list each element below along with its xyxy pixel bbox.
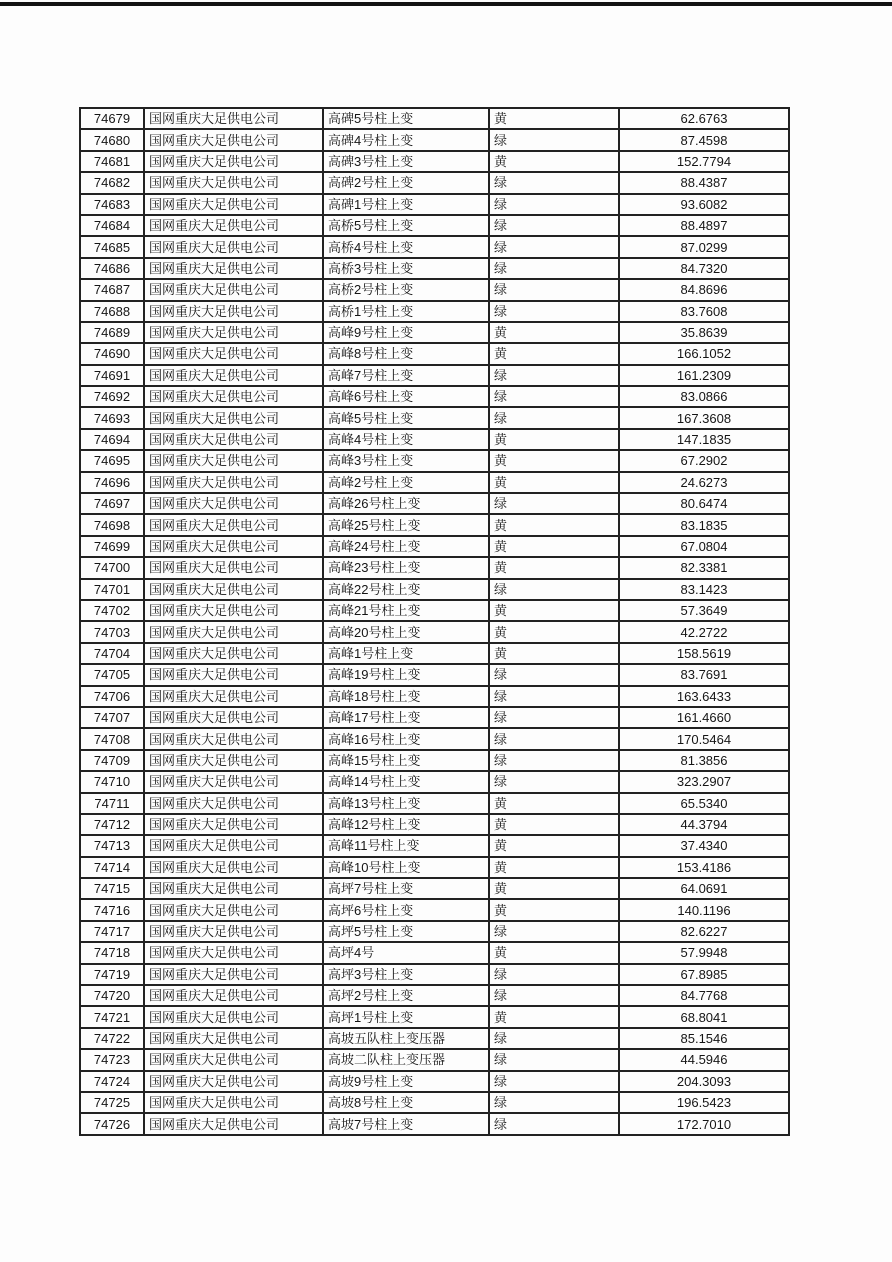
table-row xyxy=(80,1049,789,1070)
cell-value: 93.6082 xyxy=(619,194,789,215)
cell-company: 国网重庆大足供电公司 xyxy=(144,835,323,856)
cell-status-flag: 绿 xyxy=(489,750,619,771)
cell-record-id: 74711 xyxy=(80,793,144,814)
cell-value: 44.3794 xyxy=(619,814,789,835)
cell-record-id: 74705 xyxy=(80,664,144,685)
cell-status-flag: 黄 xyxy=(489,600,619,621)
cell-value: 81.3856 xyxy=(619,750,789,771)
cell-device: 高峰23号柱上变 xyxy=(323,557,489,578)
cell-status-flag: 绿 xyxy=(489,301,619,322)
cell-status-flag: 绿 xyxy=(489,771,619,792)
cell-record-id: 74714 xyxy=(80,857,144,878)
cell-value: 64.0691 xyxy=(619,878,789,899)
cell-value: 65.5340 xyxy=(619,793,789,814)
cell-company: 国网重庆大足供电公司 xyxy=(144,322,323,343)
cell-value: 167.3608 xyxy=(619,407,789,428)
cell-record-id: 74700 xyxy=(80,557,144,578)
cell-company: 国网重庆大足供电公司 xyxy=(144,857,323,878)
cell-device: 高坪2号柱上变 xyxy=(323,985,489,1006)
cell-record-id: 74706 xyxy=(80,686,144,707)
cell-value: 323.2907 xyxy=(619,771,789,792)
cell-record-id: 74686 xyxy=(80,258,144,279)
cell-value: 37.4340 xyxy=(619,835,789,856)
cell-value: 170.5464 xyxy=(619,728,789,749)
table-row xyxy=(80,579,789,600)
table-row xyxy=(80,215,789,236)
cell-record-id: 74715 xyxy=(80,878,144,899)
cell-record-id: 74717 xyxy=(80,921,144,942)
cell-device: 高坪7号柱上变 xyxy=(323,878,489,899)
cell-value: 80.6474 xyxy=(619,493,789,514)
cell-record-id: 74680 xyxy=(80,129,144,150)
cell-record-id: 74721 xyxy=(80,1006,144,1027)
cell-company: 国网重庆大足供电公司 xyxy=(144,343,323,364)
table-row xyxy=(80,814,789,835)
cell-company: 国网重庆大足供电公司 xyxy=(144,386,323,407)
table-row xyxy=(80,514,789,535)
cell-device: 高峰9号柱上变 xyxy=(323,322,489,343)
cell-device: 高峰4号柱上变 xyxy=(323,429,489,450)
cell-device: 高峰16号柱上变 xyxy=(323,728,489,749)
cell-company: 国网重庆大足供电公司 xyxy=(144,236,323,257)
cell-company: 国网重庆大足供电公司 xyxy=(144,365,323,386)
table-row xyxy=(80,172,789,193)
table-row xyxy=(80,1071,789,1092)
cell-company: 国网重庆大足供电公司 xyxy=(144,579,323,600)
cell-company: 国网重庆大足供电公司 xyxy=(144,301,323,322)
cell-status-flag: 绿 xyxy=(489,493,619,514)
cell-record-id: 74691 xyxy=(80,365,144,386)
table-row xyxy=(80,407,789,428)
cell-company: 国网重庆大足供电公司 xyxy=(144,108,323,129)
cell-value: 84.7320 xyxy=(619,258,789,279)
cell-company: 国网重庆大足供电公司 xyxy=(144,194,323,215)
cell-status-flag: 黄 xyxy=(489,814,619,835)
cell-record-id: 74718 xyxy=(80,942,144,963)
table-row xyxy=(80,921,789,942)
cell-company: 国网重庆大足供电公司 xyxy=(144,151,323,172)
cell-company: 国网重庆大足供电公司 xyxy=(144,450,323,471)
cell-status-flag: 绿 xyxy=(489,407,619,428)
table-row xyxy=(80,899,789,920)
cell-company: 国网重庆大足供电公司 xyxy=(144,621,323,642)
table-row xyxy=(80,686,789,707)
cell-device: 高峰17号柱上变 xyxy=(323,707,489,728)
cell-status-flag: 绿 xyxy=(489,172,619,193)
cell-value: 83.1835 xyxy=(619,514,789,535)
page-top-rule xyxy=(0,2,892,6)
cell-company: 国网重庆大足供电公司 xyxy=(144,643,323,664)
cell-status-flag: 绿 xyxy=(489,1028,619,1049)
cell-value: 147.1835 xyxy=(619,429,789,450)
table-row xyxy=(80,1092,789,1113)
cell-device: 高桥1号柱上变 xyxy=(323,301,489,322)
table-row xyxy=(80,343,789,364)
table-row xyxy=(80,1028,789,1049)
cell-device: 高峰22号柱上变 xyxy=(323,579,489,600)
table-row xyxy=(80,129,789,150)
cell-device: 高坡二队柱上变压器 xyxy=(323,1049,489,1070)
cell-record-id: 74719 xyxy=(80,964,144,985)
cell-status-flag: 绿 xyxy=(489,1113,619,1134)
cell-status-flag: 绿 xyxy=(489,686,619,707)
cell-company: 国网重庆大足供电公司 xyxy=(144,707,323,728)
cell-record-id: 74701 xyxy=(80,579,144,600)
cell-device: 高峰25号柱上变 xyxy=(323,514,489,535)
cell-device: 高坪6号柱上变 xyxy=(323,899,489,920)
table-row xyxy=(80,1006,789,1027)
cell-status-flag: 绿 xyxy=(489,129,619,150)
cell-status-flag: 绿 xyxy=(489,258,619,279)
cell-status-flag: 黄 xyxy=(489,429,619,450)
cell-record-id: 74712 xyxy=(80,814,144,835)
cell-value: 67.2902 xyxy=(619,450,789,471)
cell-status-flag: 黄 xyxy=(489,1006,619,1027)
cell-record-id: 74699 xyxy=(80,536,144,557)
cell-company: 国网重庆大足供电公司 xyxy=(144,1092,323,1113)
cell-value: 24.6273 xyxy=(619,472,789,493)
cell-status-flag: 黄 xyxy=(489,343,619,364)
cell-device: 高坡8号柱上变 xyxy=(323,1092,489,1113)
cell-value: 67.8985 xyxy=(619,964,789,985)
cell-device: 高峰8号柱上变 xyxy=(323,343,489,364)
table-row xyxy=(80,472,789,493)
cell-record-id: 74713 xyxy=(80,835,144,856)
cell-device: 高坪1号柱上变 xyxy=(323,1006,489,1027)
table-row xyxy=(80,322,789,343)
cell-company: 国网重庆大足供电公司 xyxy=(144,728,323,749)
cell-record-id: 74703 xyxy=(80,621,144,642)
cell-device: 高峰6号柱上变 xyxy=(323,386,489,407)
cell-value: 158.5619 xyxy=(619,643,789,664)
cell-device: 高碑3号柱上变 xyxy=(323,151,489,172)
cell-device: 高碑2号柱上变 xyxy=(323,172,489,193)
table-row xyxy=(80,964,789,985)
cell-record-id: 74704 xyxy=(80,643,144,664)
cell-value: 87.4598 xyxy=(619,129,789,150)
table-row xyxy=(80,1113,789,1134)
cell-company: 国网重庆大足供电公司 xyxy=(144,814,323,835)
cell-record-id: 74682 xyxy=(80,172,144,193)
cell-record-id: 74685 xyxy=(80,236,144,257)
cell-device: 高峰15号柱上变 xyxy=(323,750,489,771)
cell-record-id: 74687 xyxy=(80,279,144,300)
cell-company: 国网重庆大足供电公司 xyxy=(144,536,323,557)
cell-device: 高碑4号柱上变 xyxy=(323,129,489,150)
cell-status-flag: 黄 xyxy=(489,878,619,899)
table-row xyxy=(80,429,789,450)
cell-device: 高坡7号柱上变 xyxy=(323,1113,489,1134)
cell-company: 国网重庆大足供电公司 xyxy=(144,514,323,535)
cell-record-id: 74709 xyxy=(80,750,144,771)
cell-device: 高峰1号柱上变 xyxy=(323,643,489,664)
cell-status-flag: 绿 xyxy=(489,386,619,407)
cell-record-id: 74707 xyxy=(80,707,144,728)
cell-status-flag: 绿 xyxy=(489,194,619,215)
cell-status-flag: 黄 xyxy=(489,322,619,343)
cell-value: 42.2722 xyxy=(619,621,789,642)
cell-status-flag: 绿 xyxy=(489,1049,619,1070)
cell-status-flag: 绿 xyxy=(489,236,619,257)
cell-value: 196.5423 xyxy=(619,1092,789,1113)
table-row xyxy=(80,707,789,728)
cell-record-id: 74725 xyxy=(80,1092,144,1113)
cell-value: 84.7768 xyxy=(619,985,789,1006)
cell-record-id: 74695 xyxy=(80,450,144,471)
cell-status-flag: 绿 xyxy=(489,964,619,985)
cell-device: 高峰7号柱上变 xyxy=(323,365,489,386)
cell-record-id: 74693 xyxy=(80,407,144,428)
cell-company: 国网重庆大足供电公司 xyxy=(144,771,323,792)
cell-status-flag: 黄 xyxy=(489,793,619,814)
cell-status-flag: 绿 xyxy=(489,579,619,600)
cell-value: 67.0804 xyxy=(619,536,789,557)
cell-device: 高碑1号柱上变 xyxy=(323,194,489,215)
cell-company: 国网重庆大足供电公司 xyxy=(144,878,323,899)
table-row xyxy=(80,985,789,1006)
cell-status-flag: 黄 xyxy=(489,942,619,963)
cell-value: 83.0866 xyxy=(619,386,789,407)
cell-device: 高峰21号柱上变 xyxy=(323,600,489,621)
cell-value: 152.7794 xyxy=(619,151,789,172)
table-row xyxy=(80,600,789,621)
table-row xyxy=(80,493,789,514)
cell-company: 国网重庆大足供电公司 xyxy=(144,407,323,428)
cell-record-id: 74694 xyxy=(80,429,144,450)
cell-status-flag: 黄 xyxy=(489,472,619,493)
cell-record-id: 74722 xyxy=(80,1028,144,1049)
cell-status-flag: 黄 xyxy=(489,108,619,129)
cell-device: 高峰26号柱上变 xyxy=(323,493,489,514)
cell-device: 高碑5号柱上变 xyxy=(323,108,489,129)
table-row xyxy=(80,664,789,685)
table-row xyxy=(80,835,789,856)
table-row xyxy=(80,194,789,215)
cell-status-flag: 黄 xyxy=(489,643,619,664)
cell-status-flag: 黄 xyxy=(489,835,619,856)
cell-company: 国网重庆大足供电公司 xyxy=(144,964,323,985)
cell-record-id: 74716 xyxy=(80,899,144,920)
cell-company: 国网重庆大足供电公司 xyxy=(144,472,323,493)
cell-status-flag: 绿 xyxy=(489,985,619,1006)
cell-company: 国网重庆大足供电公司 xyxy=(144,1006,323,1027)
cell-value: 88.4387 xyxy=(619,172,789,193)
cell-company: 国网重庆大足供电公司 xyxy=(144,258,323,279)
table-row xyxy=(80,728,789,749)
cell-device: 高桥4号柱上变 xyxy=(323,236,489,257)
cell-value: 62.6763 xyxy=(619,108,789,129)
cell-record-id: 74702 xyxy=(80,600,144,621)
cell-device: 高峰11号柱上变 xyxy=(323,835,489,856)
cell-value: 161.2309 xyxy=(619,365,789,386)
table-row xyxy=(80,793,789,814)
cell-value: 161.4660 xyxy=(619,707,789,728)
cell-device: 高坪3号柱上变 xyxy=(323,964,489,985)
cell-device: 高桥2号柱上变 xyxy=(323,279,489,300)
cell-company: 国网重庆大足供电公司 xyxy=(144,215,323,236)
cell-value: 204.3093 xyxy=(619,1071,789,1092)
cell-status-flag: 黄 xyxy=(489,514,619,535)
cell-value: 163.6433 xyxy=(619,686,789,707)
cell-value: 85.1546 xyxy=(619,1028,789,1049)
cell-company: 国网重庆大足供电公司 xyxy=(144,793,323,814)
cell-value: 88.4897 xyxy=(619,215,789,236)
cell-company: 国网重庆大足供电公司 xyxy=(144,921,323,942)
cell-company: 国网重庆大足供电公司 xyxy=(144,1049,323,1070)
cell-status-flag: 黄 xyxy=(489,151,619,172)
cell-record-id: 74684 xyxy=(80,215,144,236)
cell-status-flag: 黄 xyxy=(489,857,619,878)
cell-company: 国网重庆大足供电公司 xyxy=(144,750,323,771)
cell-company: 国网重庆大足供电公司 xyxy=(144,279,323,300)
cell-status-flag: 黄 xyxy=(489,557,619,578)
cell-device: 高峰19号柱上变 xyxy=(323,664,489,685)
table-row xyxy=(80,365,789,386)
cell-company: 国网重庆大足供电公司 xyxy=(144,985,323,1006)
cell-device: 高峰3号柱上变 xyxy=(323,450,489,471)
cell-device: 高峰13号柱上变 xyxy=(323,793,489,814)
cell-value: 153.4186 xyxy=(619,857,789,878)
table-row xyxy=(80,942,789,963)
cell-record-id: 74679 xyxy=(80,108,144,129)
cell-device: 高坡五队柱上变压器 xyxy=(323,1028,489,1049)
cell-status-flag: 黄 xyxy=(489,899,619,920)
cell-company: 国网重庆大足供电公司 xyxy=(144,493,323,514)
cell-value: 44.5946 xyxy=(619,1049,789,1070)
table-row xyxy=(80,386,789,407)
cell-device: 高峰10号柱上变 xyxy=(323,857,489,878)
cell-device: 高坪5号柱上变 xyxy=(323,921,489,942)
cell-device: 高峰24号柱上变 xyxy=(323,536,489,557)
equipment-table xyxy=(79,107,790,1136)
cell-company: 国网重庆大足供电公司 xyxy=(144,1028,323,1049)
cell-status-flag: 绿 xyxy=(489,365,619,386)
table-row xyxy=(80,236,789,257)
cell-record-id: 74689 xyxy=(80,322,144,343)
cell-device: 高坪4号 xyxy=(323,942,489,963)
cell-record-id: 74692 xyxy=(80,386,144,407)
table-row xyxy=(80,536,789,557)
cell-device: 高峰20号柱上变 xyxy=(323,621,489,642)
cell-status-flag: 绿 xyxy=(489,215,619,236)
cell-value: 83.1423 xyxy=(619,579,789,600)
cell-record-id: 74688 xyxy=(80,301,144,322)
cell-value: 57.3649 xyxy=(619,600,789,621)
table-row xyxy=(80,301,789,322)
cell-record-id: 74683 xyxy=(80,194,144,215)
cell-status-flag: 黄 xyxy=(489,536,619,557)
cell-company: 国网重庆大足供电公司 xyxy=(144,686,323,707)
cell-record-id: 74723 xyxy=(80,1049,144,1070)
table-row xyxy=(80,878,789,899)
table-row xyxy=(80,750,789,771)
cell-company: 国网重庆大足供电公司 xyxy=(144,942,323,963)
cell-record-id: 74690 xyxy=(80,343,144,364)
cell-status-flag: 绿 xyxy=(489,728,619,749)
cell-company: 国网重庆大足供电公司 xyxy=(144,557,323,578)
cell-status-flag: 绿 xyxy=(489,279,619,300)
cell-status-flag: 绿 xyxy=(489,921,619,942)
cell-record-id: 74696 xyxy=(80,472,144,493)
table-row xyxy=(80,151,789,172)
cell-company: 国网重庆大足供电公司 xyxy=(144,1113,323,1134)
cell-value: 140.1196 xyxy=(619,899,789,920)
cell-value: 57.9948 xyxy=(619,942,789,963)
cell-device: 高峰2号柱上变 xyxy=(323,472,489,493)
table-row xyxy=(80,450,789,471)
cell-device: 高桥3号柱上变 xyxy=(323,258,489,279)
table-row xyxy=(80,279,789,300)
cell-value: 84.8696 xyxy=(619,279,789,300)
cell-value: 172.7010 xyxy=(619,1113,789,1134)
cell-value: 82.6227 xyxy=(619,921,789,942)
cell-record-id: 74710 xyxy=(80,771,144,792)
cell-value: 83.7608 xyxy=(619,301,789,322)
cell-status-flag: 黄 xyxy=(489,450,619,471)
cell-company: 国网重庆大足供电公司 xyxy=(144,129,323,150)
cell-status-flag: 绿 xyxy=(489,707,619,728)
cell-status-flag: 黄 xyxy=(489,621,619,642)
cell-device: 高桥5号柱上变 xyxy=(323,215,489,236)
cell-record-id: 74681 xyxy=(80,151,144,172)
cell-value: 82.3381 xyxy=(619,557,789,578)
cell-device: 高峰14号柱上变 xyxy=(323,771,489,792)
cell-company: 国网重庆大足供电公司 xyxy=(144,429,323,450)
cell-device: 高峰18号柱上变 xyxy=(323,686,489,707)
cell-company: 国网重庆大足供电公司 xyxy=(144,899,323,920)
cell-record-id: 74697 xyxy=(80,493,144,514)
table-row xyxy=(80,857,789,878)
table-row xyxy=(80,771,789,792)
table-row xyxy=(80,643,789,664)
cell-value: 166.1052 xyxy=(619,343,789,364)
cell-device: 高峰5号柱上变 xyxy=(323,407,489,428)
cell-status-flag: 绿 xyxy=(489,664,619,685)
cell-company: 国网重庆大足供电公司 xyxy=(144,600,323,621)
cell-value: 68.8041 xyxy=(619,1006,789,1027)
cell-value: 87.0299 xyxy=(619,236,789,257)
cell-company: 国网重庆大足供电公司 xyxy=(144,172,323,193)
cell-status-flag: 绿 xyxy=(489,1071,619,1092)
cell-record-id: 74708 xyxy=(80,728,144,749)
cell-record-id: 74724 xyxy=(80,1071,144,1092)
table-row xyxy=(80,108,789,129)
cell-status-flag: 绿 xyxy=(489,1092,619,1113)
cell-device: 高峰12号柱上变 xyxy=(323,814,489,835)
cell-value: 83.7691 xyxy=(619,664,789,685)
cell-device: 高坡9号柱上变 xyxy=(323,1071,489,1092)
equipment-table-body xyxy=(80,108,789,1135)
cell-record-id: 74698 xyxy=(80,514,144,535)
cell-record-id: 74720 xyxy=(80,985,144,1006)
cell-record-id: 74726 xyxy=(80,1113,144,1134)
table-row xyxy=(80,621,789,642)
table-row xyxy=(80,258,789,279)
cell-company: 国网重庆大足供电公司 xyxy=(144,1071,323,1092)
cell-company: 国网重庆大足供电公司 xyxy=(144,664,323,685)
table-row xyxy=(80,557,789,578)
cell-value: 35.8639 xyxy=(619,322,789,343)
